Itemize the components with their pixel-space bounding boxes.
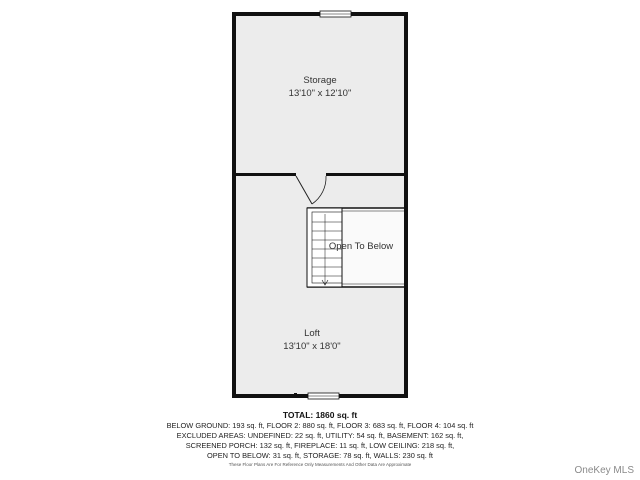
bottom-window bbox=[308, 393, 339, 399]
watermark: OneKey MLS bbox=[574, 465, 634, 476]
area-summary-line: BELOW GROUND: 193 sq. ft, FLOOR 2: 880 sq. ft, FLOOR 3: 683 sq. ft, FLOOR 4: 104 sq. ft bbox=[166, 421, 474, 430]
area-summary-line: OPEN TO BELOW: 31 sq. ft, STORAGE: 78 sq. ft, WALLS: 230 sq. ft bbox=[207, 451, 433, 460]
open-to-below-label: Open To Below bbox=[328, 241, 394, 252]
area-summary-line: SCREENED PORCH: 132 sq. ft, FIREPLACE: 11 sq. ft, LOW CEILING: 218 sq. ft, bbox=[185, 441, 455, 450]
storage-dims: 13'10" x 12'10" bbox=[288, 88, 352, 99]
top-window bbox=[320, 11, 351, 17]
total-area: TOTAL: 1860 sq. ft bbox=[282, 410, 358, 420]
storage-label: Storage bbox=[303, 75, 337, 86]
loft-label: Loft bbox=[304, 328, 320, 339]
disclaimer: These Floor Plans Are For Reference Only Measurements And Other Data Are Approximate bbox=[228, 462, 412, 467]
loft-dims: 13'10" x 18'0" bbox=[283, 341, 341, 352]
area-summary-line: EXCLUDED AREAS: UNDEFINED: 22 sq. ft, UTILITY: 54 sq. ft, BASEMENT: 162 sq. ft, bbox=[176, 431, 464, 440]
door-opening bbox=[296, 172, 326, 177]
